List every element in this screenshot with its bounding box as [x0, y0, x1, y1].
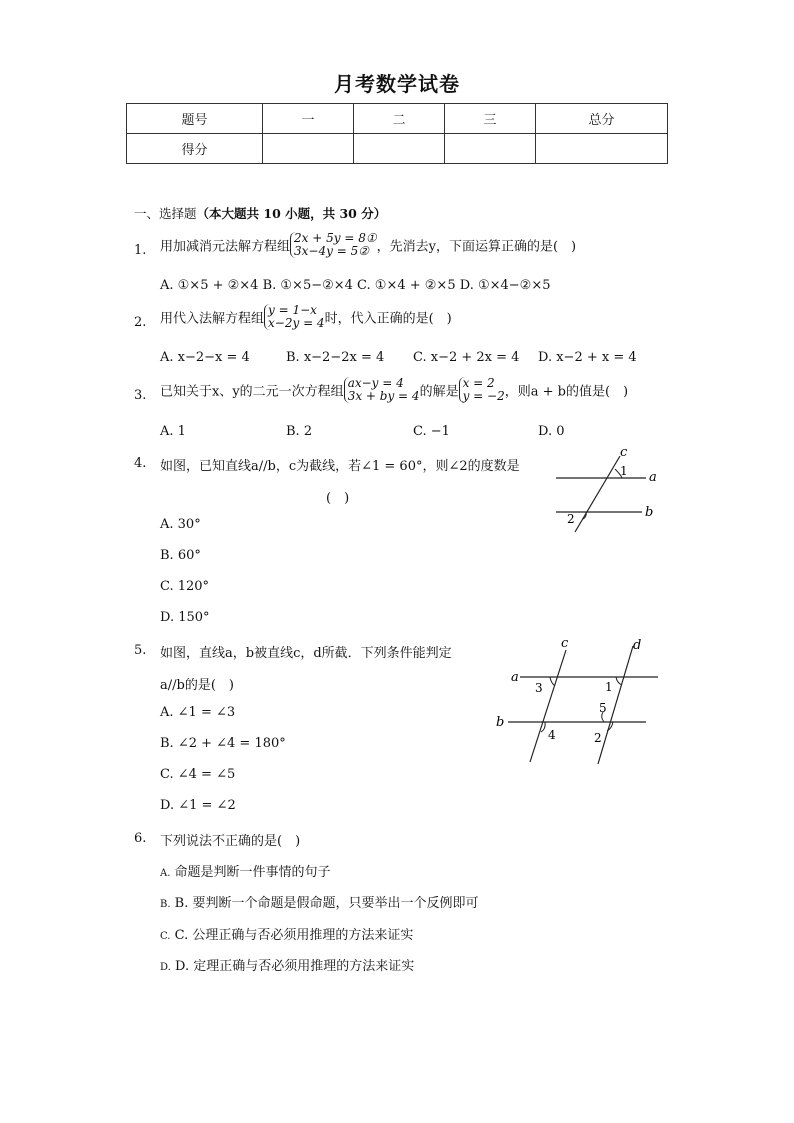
label-a: a [649, 470, 657, 485]
score-header-cell: 题号 [127, 104, 263, 134]
option-d[interactable]: D. x−2 + x = 4 [538, 350, 637, 365]
question-6-text: 下列说法不正确的是( ) [160, 834, 301, 849]
label-5: 5 [599, 701, 607, 715]
option-d[interactable]: D. ∠1 = ∠2 [160, 798, 236, 813]
equation-system [290, 232, 377, 258]
label-2: 2 [567, 512, 575, 526]
question-3-stem [160, 377, 628, 403]
question-number: 5. [134, 643, 147, 658]
question-2-stem [160, 304, 452, 330]
option-d[interactable]: D. 0 [538, 424, 565, 439]
label-b: b [496, 715, 505, 730]
question-number: 6. [134, 831, 147, 846]
score-header-cell: 三 [445, 104, 536, 134]
label-c: c [561, 636, 569, 651]
label-2: 2 [594, 731, 602, 745]
equation-line: y = 1−x [268, 303, 317, 317]
score-table-score-row [127, 134, 668, 164]
option-c[interactable]: C. ∠4 = ∠5 [160, 767, 236, 782]
score-input-cell[interactable] [354, 134, 445, 164]
label-3: 3 [535, 681, 543, 695]
option-c[interactable]: C. −1 [413, 424, 450, 439]
equation-line: x = 2 [462, 376, 495, 390]
score-header-cell: 二 [354, 104, 445, 134]
question-number: 4. [134, 456, 147, 471]
label-d: d [633, 638, 642, 653]
option-b[interactable]: B. x−2−2x = 4 [286, 350, 385, 365]
question-1-post: ，先消去y，下面运算正确的是( ) [376, 239, 577, 255]
option-letter: A. [160, 868, 171, 879]
option-letter: D. [160, 962, 171, 973]
equation-system [264, 304, 325, 330]
line-c [530, 650, 566, 762]
option-c[interactable]: C. 120° [160, 579, 210, 594]
score-table [126, 103, 668, 164]
option-b[interactable] [160, 892, 479, 911]
question-number: 3. [134, 388, 147, 403]
equation-line: x−2y = 4 [268, 316, 325, 330]
label-1: 1 [620, 464, 628, 478]
option-text: B. 要判断一个命题是假命题，只要举出一个反例即可 [174, 896, 479, 911]
score-table-header-row [127, 104, 668, 134]
score-row-label: 得分 [127, 134, 263, 164]
score-header-cell: 总分 [536, 104, 668, 134]
option-a[interactable]: A. ∠1 = ∠3 [160, 705, 236, 720]
option-a[interactable]: A. x−2−x = 4 [160, 350, 250, 365]
label-4: 4 [548, 728, 556, 742]
equation-line: 2x + 5y = 8① [294, 231, 377, 245]
answer-paren: ( ) [326, 491, 350, 506]
option-d[interactable]: D. 150° [160, 610, 210, 625]
option-a[interactable]: A. 1 [160, 424, 186, 439]
equation-line: y = −2 [462, 389, 505, 403]
label-b: b [645, 505, 654, 520]
equation-system [344, 377, 420, 403]
page-title: 月考数学试卷 [334, 72, 460, 96]
solution-system [459, 377, 505, 403]
question-5-text: 如图，直线a，b被直线c，d所截．下列条件能判定 [160, 646, 452, 661]
line-c [575, 456, 620, 532]
question-1-stem [160, 232, 576, 258]
question-1-options: A. ①×5 + ②×4 B. ①×5−②×4 C. ①×4 + ②×5 D. ①×4−②×5 [160, 278, 551, 293]
question-number: 2. [134, 315, 147, 330]
question-number: 1. [134, 243, 147, 258]
score-input-cell[interactable] [536, 134, 668, 164]
angle-1-arc [616, 677, 622, 685]
option-d[interactable] [160, 955, 414, 974]
parallel-lines-figure-1 [550, 444, 665, 539]
option-letter: B. [160, 899, 171, 910]
section-label: 一、选择题 [134, 206, 197, 221]
question-2-post: 时，代入正确的是( ) [324, 311, 452, 327]
option-text: 命题是判断一件事情的句子 [174, 865, 331, 880]
question-3-pre: 已知关于x、y的二元一次方程组 [160, 384, 344, 400]
option-b[interactable]: B. ∠2 + ∠4 = 180° [160, 736, 286, 751]
question-1-pre: 用加减消元法解方程组 [160, 239, 291, 255]
section-heading [134, 204, 386, 222]
equation-line: 3x + by = 4 [347, 389, 420, 403]
option-c[interactable]: C. x−2 + 2x = 4 [413, 350, 520, 365]
equation-line: 3x−4y = 5② [294, 244, 369, 258]
question-3-mid: 的解是 [419, 384, 459, 400]
option-letter: C. [160, 931, 171, 942]
option-b[interactable]: B. 2 [286, 424, 313, 439]
question-5-text-cont: a//b的是( ) [160, 678, 234, 693]
score-input-cell[interactable] [445, 134, 536, 164]
option-text: D. 定理正确与否必须用推理的方法来证实 [174, 959, 415, 974]
option-b[interactable]: B. 60° [160, 548, 201, 563]
question-3-post: ，则a + b的值是( ) [504, 384, 629, 400]
option-a[interactable]: A. 30° [160, 517, 201, 532]
question-2-pre: 用代入法解方程组 [160, 311, 265, 327]
option-text: C. 公理正确与否必须用推理的方法来证实 [174, 928, 414, 943]
parallel-lines-figure-2 [490, 632, 665, 772]
label-c: c [620, 445, 628, 460]
score-header-cell: 一 [263, 104, 354, 134]
option-a[interactable] [160, 861, 331, 880]
label-a: a [511, 670, 519, 685]
score-input-cell[interactable] [263, 134, 354, 164]
question-4-text: 如图，已知直线a//b，c为截线，若∠1 = 60°，则∠2的度数是 [160, 459, 520, 474]
equation-line: ax−y = 4 [347, 376, 404, 390]
option-c[interactable] [160, 924, 413, 943]
label-1: 1 [605, 680, 613, 694]
section-info: （本大题共 10 小题，共 30 分） [196, 206, 387, 221]
